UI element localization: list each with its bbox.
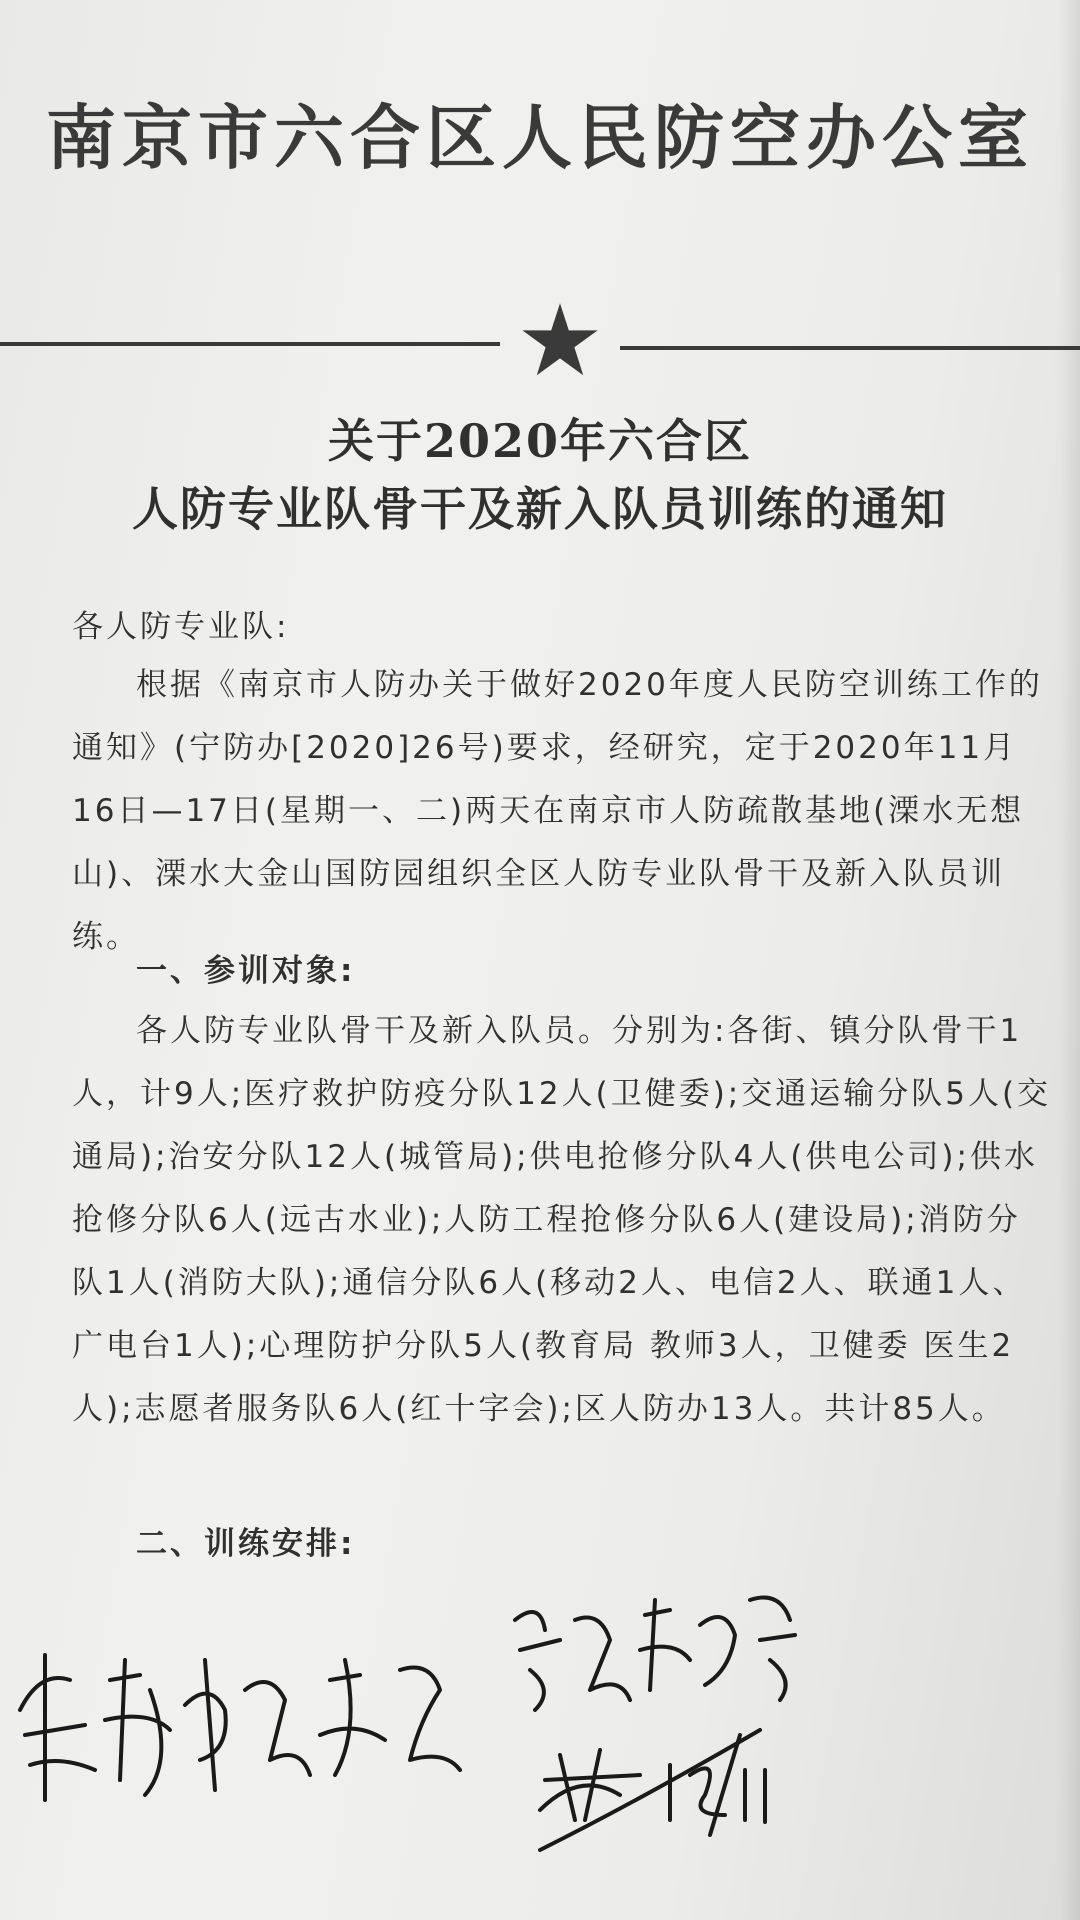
- paragraph-participants: 各人防专业队骨干及新入队员。分别为:各街、镇分队骨干1人，计9人;医疗救护防疫分队12人(卫健委);交通运输分队5人(交通局);治安分队12人(城管局);供电抢修分队4人(供电公司);供水抢修分队6人(远古水业);人防工程抢修分队6人(建设局);消防分队1人(消防大队);通信分队6人(移动2人、电信2人、联通1人、广电台1人);心理防护分队5人(教育局 教师3人，卫健委 医生2人);志愿者服务队6人(红十字会);区人防办13人。共计85人。: [72, 1013, 1052, 1427]
- header-divider-right: [620, 346, 1080, 350]
- section2-heading: 二、训练安排:: [136, 1526, 356, 1562]
- document-title-line1: 关于2020年六合区: [327, 414, 753, 468]
- document-title-line2: 人防专业队骨干及新入队员训练的通知: [132, 482, 948, 536]
- handwritten-annotation-signature: [0, 1560, 1080, 1860]
- star-emblem-icon: [520, 300, 600, 380]
- paragraph-training-basis: 根据《南京市人防办关于做好2020年度人民防空训练工作的通知》(宁防办[2020]26号)要求，经研究，定于2020年11月16日—17日(星期一、二)两天在南京市人防疏散基地(溧水无想山)、溧水大金山国防园组织全区人防专业队骨干及新入队员训练。: [72, 667, 1043, 955]
- salutation: 各人防专业队:: [72, 609, 290, 645]
- header-divider-left: [0, 342, 500, 346]
- issuing-organization-title: 南京市六合区人民防空办公室: [46, 96, 1034, 179]
- section1-heading: 一、参训对象:: [136, 953, 356, 989]
